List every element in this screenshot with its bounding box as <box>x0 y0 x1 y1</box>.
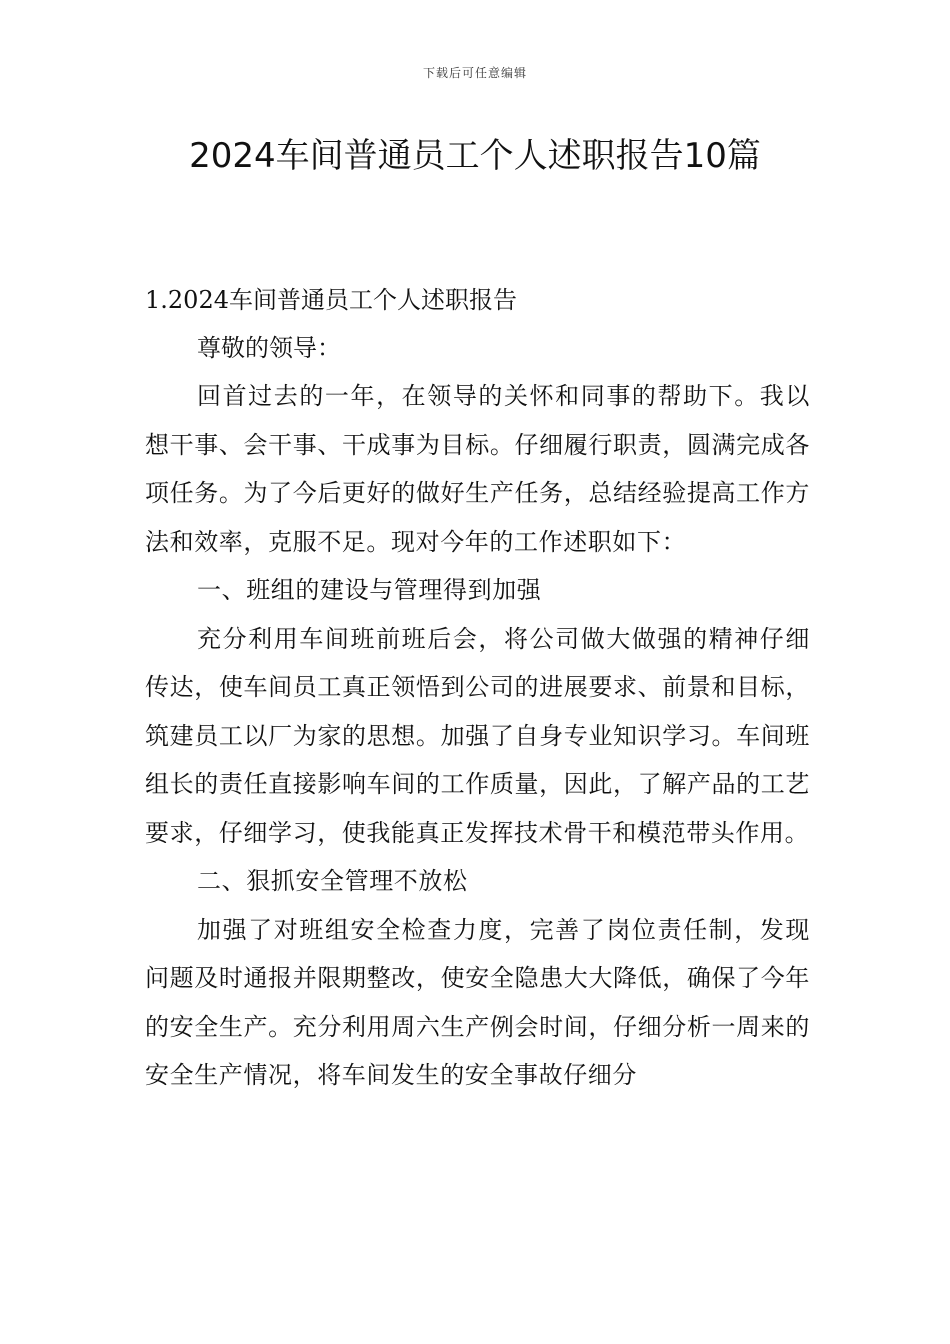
salutation: 尊敬的领导： <box>197 334 341 362</box>
document-title: 2024车间普通员工个人述职报告10篇 <box>189 136 761 176</box>
section-title: 1.2024车间普通员工个人述职报告 <box>145 286 517 314</box>
paragraph-safety: 加强了对班组安全检查力度，完善了岗位责任制，发现问题及时通报并限期整改，使安全隐患大大降低，确保了今年的安全生产。充分利用周六生产例会时间，仔细分析一周来的安全生产情况，将车间发生的安全事故仔细分 <box>145 915 810 1089</box>
paragraph-team-building: 充分利用车间班前班后会，将公司做大做强的精神仔细传达，使车间员工真正领悟到公司的进展要求、前景和目标，筑建员工以厂为家的思想。加强了自身专业知识学习。车间班组长的责任直接影响车间的工作质量，因此，了解产品的工艺要求，仔细学习，使我能真正发挥技术骨干和模范带头作用。 <box>145 624 810 847</box>
header-note: 下载后可任意编辑 <box>422 66 527 80</box>
subheading-safety: 二、狠抓安全管理不放松 <box>197 867 468 895</box>
subheading-team-building: 一、班组的建设与管理得到加强 <box>197 576 542 604</box>
paragraph-intro: 回首过去的一年，在领导的关怀和同事的帮助下。我以想干事、会干事、干成事为目标。仔细履行职责，圆满完成各项任务。为了今后更好的做好生产任务，总结经验提高工作方法和效率，克服不足。现对今年的工作述职如下： <box>145 382 810 556</box>
document-body <box>145 276 810 1100</box>
